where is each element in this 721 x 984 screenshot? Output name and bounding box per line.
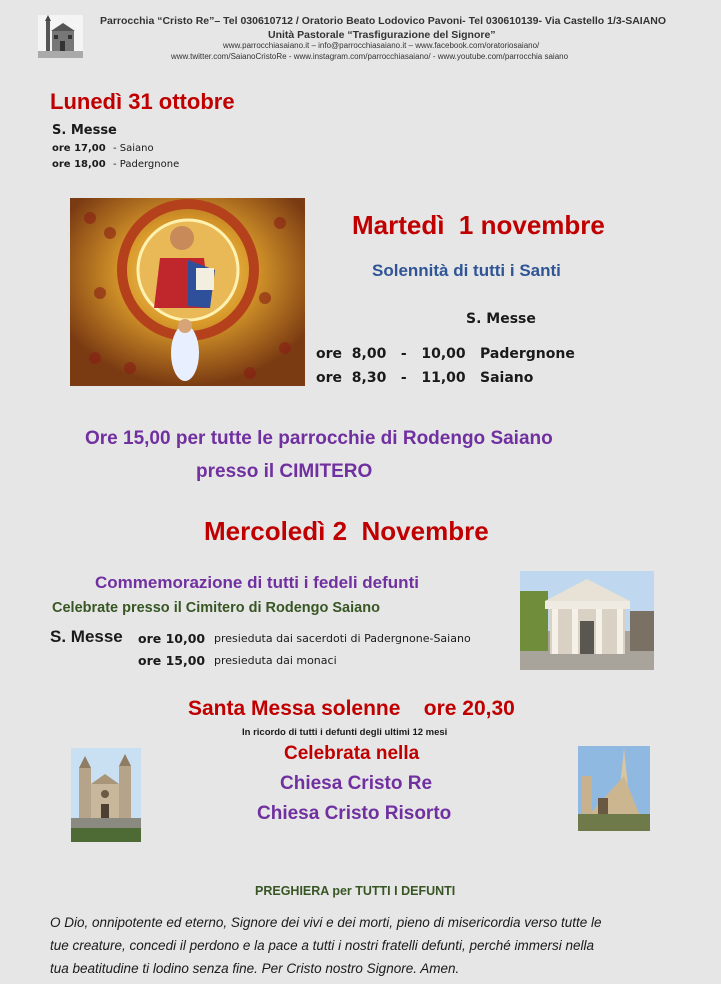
wednesday-time-1: ore 10,00 [138, 631, 206, 646]
cemetery-chapel-image [520, 571, 654, 670]
tuesday-place-1: Padergnone [480, 346, 575, 362]
monday-time-2: ore 18,00 [52, 159, 106, 170]
cristo-re-church-image [71, 748, 141, 842]
solemn-mass-note: In ricordo di tutti i defunti degli ultimi 12 mesi [242, 727, 448, 738]
solemn-mass-title: Santa Messa solenne ore 20,30 [188, 697, 515, 720]
monday-place-2: - Padergnone [113, 159, 180, 170]
tuesday-time-1: ore 8,00 - 10,00 [316, 346, 466, 362]
monday-masses-label: S. Messe [52, 123, 117, 138]
wednesday-time-2: ore 15,00 [138, 653, 206, 668]
tuesday-subtitle: Solennità di tutti i Santi [372, 261, 561, 280]
tuesday-title: Martedì 1 novembre [352, 210, 605, 240]
wednesday-desc-2: presieduta dai monaci [214, 654, 337, 667]
church-cristo-risorto: Chiesa Cristo Risorto [257, 803, 452, 824]
wednesday-commemoration: Commemorazione di tutti i fedeli defunti [95, 573, 419, 592]
wednesday-celebrated: Celebrate presso il Cimitero di Rodengo Saiano [52, 600, 380, 616]
prayer-line-2: tue creature, concedi il perdono e la pace a tutti i nostri fratelli defunti, perché immersi nella [50, 938, 595, 953]
prayer-title: PREGHIERA per TUTTI I DEFUNTI [255, 884, 456, 898]
tuesday-place-2: Saiano [480, 370, 534, 386]
cemetery-line-2: presso il CIMITERO [196, 461, 373, 482]
church-cristo-re: Chiesa Cristo Re [280, 773, 433, 794]
cristo-risorto-church-image [578, 746, 650, 831]
monday-place-1: - Saiano [113, 143, 154, 154]
header-social-links[interactable]: www.twitter.com/SaianoCristoRe - www.instagram.com/parrocchiasaiano/ - www.youtube.com/parrocchia saiano [171, 52, 569, 61]
header-contacts: Parrocchia “Cristo Re”– Tel 030610712 / Oratorio Beato Lodovico Pavoni- Tel 030610139- Via Castello 1/3-SAIANO [100, 15, 667, 27]
prayer-line-3: tua beatitudine ti lodino senza fine. Per Cristo nostro Signore. Amen. [50, 961, 460, 976]
tuesday-masses-label: S. Messe [466, 311, 536, 327]
christ-fresco-image [70, 198, 305, 386]
monday-title: Lunedì 31 ottobre [50, 89, 235, 114]
wednesday-title: Mercoledì 2 Novembre [204, 516, 489, 546]
wednesday-desc-1: presieduta dai sacerdoti di Padergnone-Saiano [214, 632, 471, 645]
header-unit: Unità Pastorale “Trasfigurazione del Signore” [268, 29, 496, 41]
church-logo-icon [38, 15, 83, 58]
tuesday-time-2: ore 8,30 - 11,00 [316, 370, 466, 386]
wednesday-masses-label: S. Messe [50, 627, 123, 646]
prayer-line-1: O Dio, onnipotente ed eterno, Signore dei vivi e dei morti, pieno di misericordia verso tutte le [50, 915, 602, 930]
monday-time-1: ore 17,00 [52, 143, 106, 154]
cemetery-line-1: Ore 15,00 per tutte le parrocchie di Rodengo Saiano [85, 428, 553, 449]
celebrated-in: Celebrata nella [284, 743, 420, 764]
header-web-links[interactable]: www.parrocchiasaiano.it – info@parrocchiasaiano.it – www.facebook.com/oratoriosaiano/ [223, 41, 540, 50]
